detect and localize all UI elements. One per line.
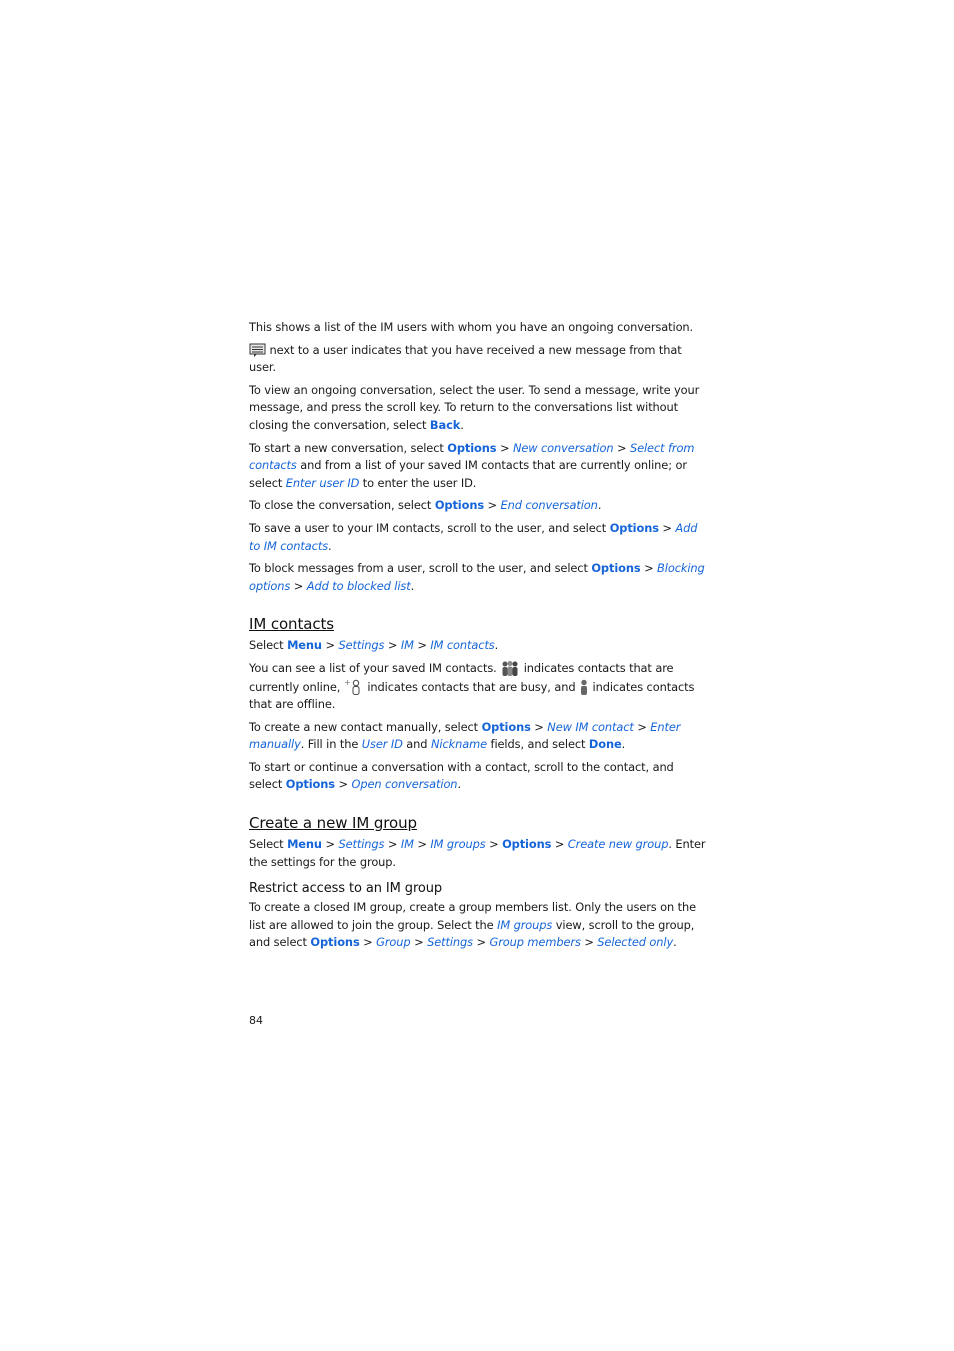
- blocking-options-option: Blocking options: [249, 561, 705, 593]
- busy-contact-icon: [344, 678, 364, 695]
- paragraph-create-group-path: Select Menu > Settings > IM > IM groups > Options > Create new group. Enter the settings for the group.: [249, 837, 706, 869]
- settings-option: Settings: [338, 837, 385, 852]
- new-conversation-option: New conversation: [512, 440, 614, 455]
- group-option: Group: [376, 935, 411, 950]
- paragraph-save-user: To save a user to your IM contacts, scroll to the user, and select Options > Add to IM contacts.: [249, 520, 698, 553]
- options-option: Options: [447, 440, 497, 455]
- paragraph-block-messages: To block messages from a user, scroll to the user, and select Options > Blocking options > Add to blocked list.: [249, 561, 705, 593]
- heading-restrict-access: Restrict access to an IM group: [249, 881, 443, 897]
- user-id-field-label: User ID: [361, 737, 403, 752]
- settings-option: Settings: [427, 935, 473, 950]
- paragraph-start-conversation: To start a new conversation, select Options > New conversation > Select from contacts and from a list of your saved IM contacts that are currently online; or select Enter user ID to enter the user ID.: [249, 440, 695, 490]
- options-option: Options: [285, 777, 335, 792]
- page-content: [249, 319, 707, 957]
- paragraph-im-contacts-path: Select Menu > Settings > IM > IM contacts.: [249, 638, 499, 653]
- svg-text:+: +: [343, 677, 351, 687]
- add-to-blocked-list-option: Add to blocked list: [306, 578, 411, 593]
- end-conversation-option: End conversation: [500, 498, 598, 513]
- heading-create-im-group: Create a new IM group: [249, 814, 417, 833]
- paragraph-new-message-indicator: next to a user indicates that you have received a new message from that user.: [249, 342, 682, 375]
- new-im-contact-option: New IM contact: [547, 719, 634, 734]
- paragraph-contact-status-icons: You can see a list of your saved IM contacts. indicates contacts that are currently online, + indicates contacts that are busy, and indicates contacts that are offline.: [249, 660, 695, 712]
- menu-option: Menu: [287, 837, 322, 852]
- heading-im-contacts: IM contacts: [249, 615, 334, 634]
- options-option: Options: [434, 498, 485, 513]
- menu-option: Menu: [287, 638, 322, 653]
- im-groups-option: IM groups: [497, 917, 553, 932]
- enter-manually-option: Enter manually: [249, 719, 681, 752]
- paragraph-create-contact: To create a new contact manually, select Options > New IM contact > Enter manually. Fill in the User ID and Nickname fields, and select Done.: [249, 719, 681, 752]
- open-conversation-option: Open conversation: [351, 777, 458, 792]
- im-contacts-option: IM contacts: [430, 638, 495, 653]
- paragraph-open-conversation: To start or continue a conversation with a contact, scroll to the contact, and select Options > Open conversation.: [249, 759, 674, 792]
- create-new-group-option: Create new group: [567, 837, 669, 852]
- im-option: IM: [400, 638, 414, 653]
- paragraph-conversations-intro: This shows a list of the IM users with whom you have an ongoing conversation.: [249, 320, 694, 334]
- offline-contact-icon: [579, 679, 589, 695]
- options-option: Options: [609, 520, 659, 535]
- enter-user-id-option: Enter user ID: [285, 475, 360, 490]
- paragraph-view-conversation: To view an ongoing conversation, select the user. To send a message, write your message, and press the scroll key. To return to the conversations list without closing the conversation, select Back.: [249, 382, 700, 432]
- selected-only-option: Selected only: [597, 935, 674, 950]
- online-contacts-icon: [500, 660, 520, 676]
- page-number: 84: [249, 1014, 263, 1027]
- add-to-im-contacts-option: Add to IM contacts: [249, 520, 698, 553]
- paragraph-close-conversation: To close the conversation, select Options > End conversation.: [249, 498, 602, 513]
- group-members-option: Group members: [489, 935, 581, 950]
- im-groups-option: IM groups: [430, 837, 486, 852]
- options-option: Options: [481, 719, 531, 734]
- back-option: Back: [429, 417, 461, 432]
- select-from-contacts-option: Select from contacts: [249, 440, 695, 473]
- done-option: Done: [588, 737, 622, 752]
- nickname-field-label: Nickname: [430, 737, 488, 752]
- paragraph-restrict-access: To create a closed IM group, create a group members list. Only the users on the list are allowed to join the group. Select the IM groups view, scroll to the group, and select Options > Group > Settings > Group members > Selected only.: [249, 900, 697, 950]
- options-option: Options: [591, 561, 641, 576]
- options-option: Options: [310, 935, 360, 950]
- settings-option: Settings: [338, 638, 385, 653]
- im-option: IM: [400, 837, 414, 852]
- options-option: Options: [502, 837, 552, 852]
- new-message-icon: [249, 343, 266, 358]
